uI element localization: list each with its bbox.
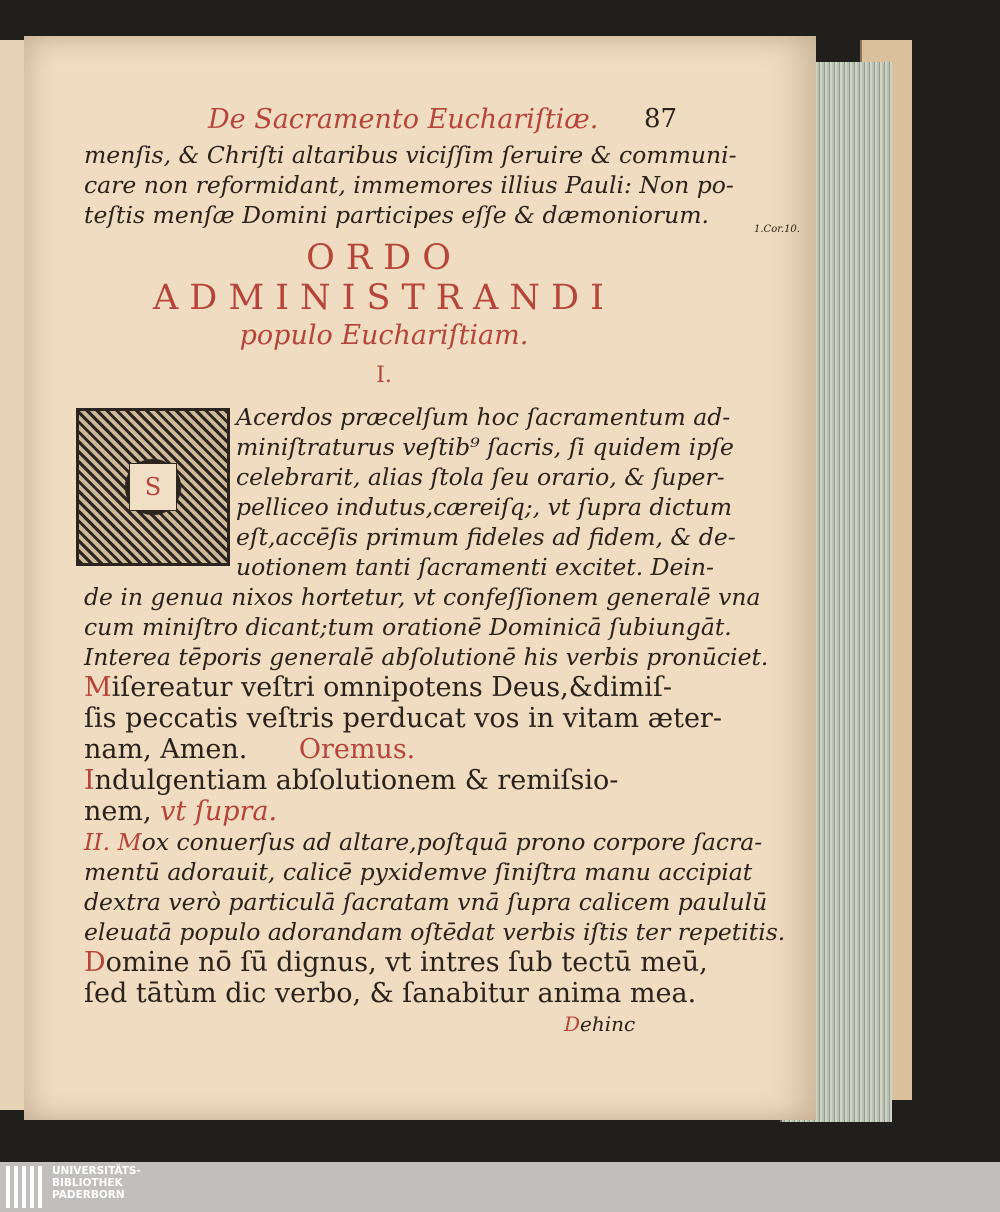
text-line: care non reformidant, immemores illius Pauli: Non po-	[84, 171, 734, 199]
paragraph-2	[84, 827, 786, 947]
catchword: Dehinc	[564, 1012, 636, 1036]
section-heading: ORDO ADMINISTRANDI	[153, 238, 615, 318]
text-line: cum miniſtro dicant;tum orationē Dominicā ſubiungāt.	[84, 613, 732, 641]
text-line: Domine nō ſū dignus, vt intres ſub tectū meū,	[84, 947, 708, 978]
oremus-rubric: Oremus.	[298, 734, 416, 765]
prayer-initial: D	[84, 947, 106, 978]
section-number: I.	[376, 363, 392, 388]
margin-note: 1.Cor.10.	[754, 224, 800, 235]
text-line: Interea tēporis generalē abſolutionē his verbis pronūciet.	[84, 643, 769, 671]
text-line: celebrarit, alias ſtola ſeu orario, & ſuper-	[236, 463, 725, 491]
text-line: ſed tātùm dic verbo, & ſanabitur anima mea.	[84, 978, 697, 1009]
text-line: II. Mox conuerſus ad altare,poſtquā prono corpore ſacra-	[84, 828, 763, 856]
initial-letter: S	[129, 463, 177, 511]
prayer-initial: M	[84, 672, 112, 703]
section-label: II. M	[84, 828, 142, 856]
text-line: nem, vt ſupra.	[84, 796, 278, 827]
text-line: mentū adorauit, calicē pyxidemve ſiniſtra manu accipiat	[84, 858, 753, 886]
paragraph-1	[84, 402, 769, 672]
page-text	[84, 100, 800, 1036]
text-line: dextra verò particulā ſacratam vnā ſupra calicem paululū	[84, 888, 768, 916]
prayer-indulgentiam	[84, 765, 734, 827]
text-line: pelliceo indutus,cæreiſq;, vt ſupra dictum	[236, 493, 732, 521]
text-line: eſt,accēſis primum fideles ad fidem, & de-	[236, 523, 736, 551]
prayer-misereatur	[84, 672, 734, 765]
prayer-initial: I	[84, 765, 95, 796]
text-line: eleuatā populo adorandam oſtēdat verbis iſtis ter repetitis.	[84, 918, 786, 946]
page-header	[84, 100, 734, 140]
running-title: De Sacramento Euchariſtiæ.	[208, 104, 599, 135]
rubric: vt ſupra.	[160, 796, 278, 827]
library-footer	[0, 1162, 1000, 1212]
text-line: de in genua nixos hortetur, vt confeſſionem generalē vna	[84, 583, 761, 611]
prayer-domine	[84, 947, 734, 1009]
library-logo-icon	[6, 1166, 46, 1208]
page-number: 87	[644, 104, 678, 134]
decorated-initial	[76, 408, 230, 566]
text-line: miniſtraturus veſtib⁹ ſacris, ſi quidem ipſe	[236, 433, 734, 461]
library-name: UNIVERSITÄTS- BIBLIOTHEK PADERBORN	[52, 1165, 141, 1201]
text-line: Indulgentiam abſolutionem & remiſsio-	[84, 765, 619, 796]
text-line: ſis peccatis veſtris perducat vos in vitam æter-	[84, 703, 722, 734]
text-line: teſtis menſæ Domini participes eſſe & dæmoniorum.	[84, 201, 709, 229]
section-subheading: populo Euchariſtiam.	[239, 320, 529, 351]
text-line: Miſereatur veſtri omnipotens Deus,&dimiſ-	[84, 672, 673, 703]
text-line: Acerdos præcelſum hoc ſacramentum ad-	[236, 403, 731, 431]
text-line: menſis, & Chriſti altaribus viciſſim ſeruire & communi-	[84, 141, 737, 169]
text-line: nam, Amen. Oremus.	[84, 734, 416, 765]
book-page	[24, 36, 816, 1120]
text-line: uotionem tanti ſacramenti excitet. Dein-	[236, 553, 714, 581]
